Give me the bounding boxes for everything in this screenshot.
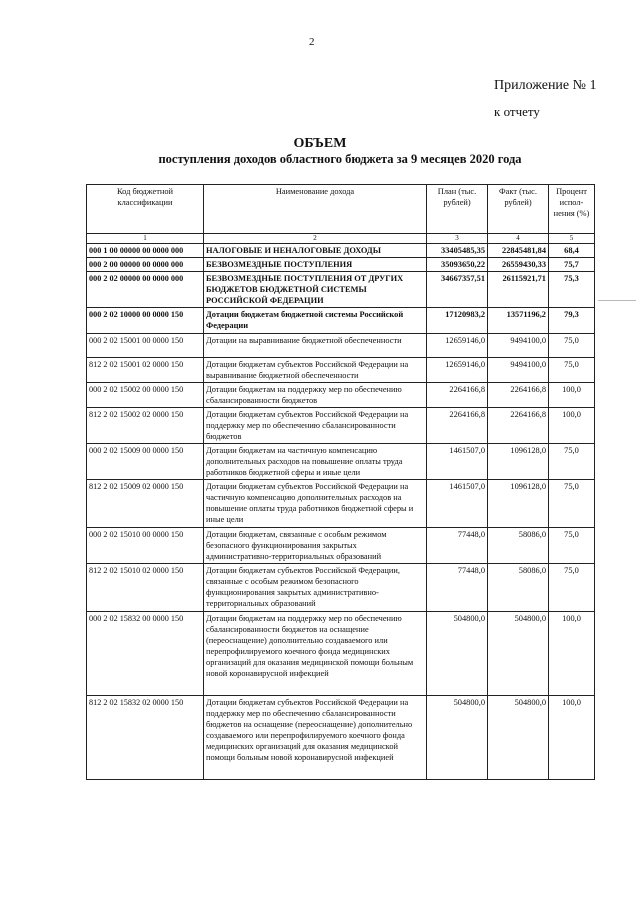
row-percent: 75,0 bbox=[549, 480, 595, 528]
row-plan: 1461507,0 bbox=[427, 444, 488, 480]
row-code: 812 2 02 15009 02 0000 150 bbox=[87, 480, 204, 528]
row-percent: 100,0 bbox=[549, 696, 595, 780]
row-name: Дотации бюджетам субъектов Российской Федерации, связанные с особым режимом безопасного функционирования закрытых административно-территориальных образований bbox=[204, 564, 427, 612]
row-percent: 75,7 bbox=[549, 258, 595, 272]
header-name: Наименование дохода bbox=[204, 185, 427, 234]
table-row bbox=[87, 308, 595, 334]
row-fact: 1096128,0 bbox=[488, 480, 549, 528]
row-percent: 75,0 bbox=[549, 528, 595, 564]
row-code: 812 2 02 15832 02 0000 150 bbox=[87, 696, 204, 780]
row-fact: 9494100,0 bbox=[488, 334, 549, 358]
row-plan: 33405485,35 bbox=[427, 244, 488, 258]
row-plan: 12659146,0 bbox=[427, 334, 488, 358]
row-code: 000 2 02 00000 00 0000 000 bbox=[87, 272, 204, 308]
header-fact: Факт (тыс. рублей) bbox=[488, 185, 549, 234]
row-name: Дотации бюджетам на поддержку мер по обеспечению сбалансированности бюджетов bbox=[204, 383, 427, 408]
row-fact: 504800,0 bbox=[488, 612, 549, 696]
row-code: 000 2 02 10000 00 0000 150 bbox=[87, 308, 204, 334]
row-name: НАЛОГОВЫЕ И НЕНАЛОГОВЫЕ ДОХОДЫ bbox=[204, 244, 427, 258]
row-plan: 77448,0 bbox=[427, 528, 488, 564]
scan-mark bbox=[598, 300, 636, 301]
row-percent: 75,0 bbox=[549, 564, 595, 612]
row-name: БЕЗВОЗМЕЗДНЫЕ ПОСТУПЛЕНИЯ ОТ ДРУГИХ БЮДЖЕТОВ БЮДЖЕТНОЙ СИСТЕМЫ РОССИЙСКОЙ ФЕДЕРАЦИИ bbox=[204, 272, 427, 308]
table-row bbox=[87, 408, 595, 444]
document-title: ОБЪЕМ bbox=[293, 136, 347, 151]
row-plan: 504800,0 bbox=[427, 612, 488, 696]
column-number: 4 bbox=[488, 234, 549, 244]
row-code: 812 2 02 15010 02 0000 150 bbox=[87, 564, 204, 612]
table-row bbox=[87, 612, 595, 696]
row-fact: 26115921,71 bbox=[488, 272, 549, 308]
row-plan: 35093650,22 bbox=[427, 258, 488, 272]
row-code: 812 2 02 15001 02 0000 150 bbox=[87, 358, 204, 383]
row-name: Дотации бюджетам субъектов Российской Федерации на выравнивание бюджетной обеспеченности bbox=[204, 358, 427, 383]
header-plan: План (тыс. рублей) bbox=[427, 185, 488, 234]
row-fact: 22845481,84 bbox=[488, 244, 549, 258]
table-row bbox=[87, 480, 595, 528]
row-fact: 9494100,0 bbox=[488, 358, 549, 383]
document-subtitle: поступления доходов областного бюджета за 9 месяцев 2020 года bbox=[158, 152, 522, 166]
row-plan: 1461507,0 bbox=[427, 480, 488, 528]
row-name: Дотации бюджетам на частичную компенсацию дополнительных расходов на повышение оплаты труда работников бюджетной сферы и иные цели bbox=[204, 444, 427, 480]
row-percent: 100,0 bbox=[549, 408, 595, 444]
row-plan: 2264166,8 bbox=[427, 383, 488, 408]
row-fact: 58086,0 bbox=[488, 528, 549, 564]
header-code: Код бюджетной классификации bbox=[87, 185, 204, 234]
table-row bbox=[87, 444, 595, 480]
table-row bbox=[87, 564, 595, 612]
row-code: 000 2 02 15002 00 0000 150 bbox=[87, 383, 204, 408]
row-percent: 68,4 bbox=[549, 244, 595, 258]
row-code: 812 2 02 15002 02 0000 150 bbox=[87, 408, 204, 444]
row-code: 000 2 02 15832 00 0000 150 bbox=[87, 612, 204, 696]
column-number-row bbox=[87, 234, 595, 244]
column-number: 3 bbox=[427, 234, 488, 244]
row-fact: 13571196,2 bbox=[488, 308, 549, 334]
row-plan: 34667357,51 bbox=[427, 272, 488, 308]
row-percent: 75,0 bbox=[549, 444, 595, 480]
row-fact: 2264166,8 bbox=[488, 408, 549, 444]
appendix-subtitle: к отчету bbox=[494, 104, 540, 119]
row-name: Дотации бюджетам субъектов Российской Федерации на частичную компенсацию дополнительных расходов на повышение оплаты труда работников бюджетной сферы и иные цели bbox=[204, 480, 427, 528]
row-percent: 75,0 bbox=[549, 358, 595, 383]
row-code: 000 1 00 00000 00 0000 000 bbox=[87, 244, 204, 258]
row-name: БЕЗВОЗМЕЗДНЫЕ ПОСТУПЛЕНИЯ bbox=[204, 258, 427, 272]
row-percent: 100,0 bbox=[549, 383, 595, 408]
row-plan: 2264166,8 bbox=[427, 408, 488, 444]
row-fact: 1096128,0 bbox=[488, 444, 549, 480]
table-row bbox=[87, 358, 595, 383]
table-row bbox=[87, 696, 595, 780]
row-code: 000 2 02 15001 00 0000 150 bbox=[87, 334, 204, 358]
row-percent: 75,0 bbox=[549, 334, 595, 358]
row-plan: 12659146,0 bbox=[427, 358, 488, 383]
appendix-title: Приложение № 1 bbox=[494, 78, 597, 93]
row-plan: 77448,0 bbox=[427, 564, 488, 612]
income-table bbox=[86, 184, 595, 780]
row-fact: 2264166,8 bbox=[488, 383, 549, 408]
row-code: 000 2 02 15009 00 0000 150 bbox=[87, 444, 204, 480]
row-name: Дотации бюджетам субъектов Российской Федерации на поддержку мер по обеспечению сбалансированности бюджетов на оснащение (переоснащение) дополнительно создаваемого или перепрофилируемого коечного фонда медицинских организаций для оказания медицинской помощи больным новой коронавирусной инфекцией bbox=[204, 696, 427, 780]
table-row bbox=[87, 334, 595, 358]
table-row bbox=[87, 383, 595, 408]
table-row bbox=[87, 272, 595, 308]
row-code: 000 2 00 00000 00 0000 000 bbox=[87, 258, 204, 272]
row-name: Дотации бюджетам на поддержку мер по обеспечению сбалансированности бюджетов на оснащение (переоснащение) дополнительно создаваемого или перепрофилируемого коечного фонда медицинских организаций для оказания медицинской помощи больным новой коронавирусной инфекцией bbox=[204, 612, 427, 696]
row-code: 000 2 02 15010 00 0000 150 bbox=[87, 528, 204, 564]
row-percent: 75,3 bbox=[549, 272, 595, 308]
row-fact: 58086,0 bbox=[488, 564, 549, 612]
row-percent: 100,0 bbox=[549, 612, 595, 696]
table-row bbox=[87, 528, 595, 564]
column-number: 1 bbox=[87, 234, 204, 244]
column-number: 5 bbox=[549, 234, 595, 244]
row-name: Дотации бюджетам, связанные с особым режимом безопасного функционирования закрытых административно-территориальных образований bbox=[204, 528, 427, 564]
row-name: Дотации бюджетам субъектов Российской Федерации на поддержку мер по обеспечению сбалансированности бюджетов bbox=[204, 408, 427, 444]
row-plan: 504800,0 bbox=[427, 696, 488, 780]
row-name: Дотации бюджетам бюджетной системы Российской Федерации bbox=[204, 308, 427, 334]
row-percent: 79,3 bbox=[549, 308, 595, 334]
row-plan: 17120983,2 bbox=[427, 308, 488, 334]
table-row bbox=[87, 244, 595, 258]
row-fact: 504800,0 bbox=[488, 696, 549, 780]
table-header-row bbox=[87, 185, 595, 234]
page-number: 2 bbox=[309, 36, 315, 48]
column-number: 2 bbox=[204, 234, 427, 244]
row-fact: 26559430,33 bbox=[488, 258, 549, 272]
row-name: Дотации на выравнивание бюджетной обеспеченности bbox=[204, 334, 427, 358]
header-percent: Процент испол-нения (%) bbox=[549, 185, 595, 234]
table-row bbox=[87, 258, 595, 272]
